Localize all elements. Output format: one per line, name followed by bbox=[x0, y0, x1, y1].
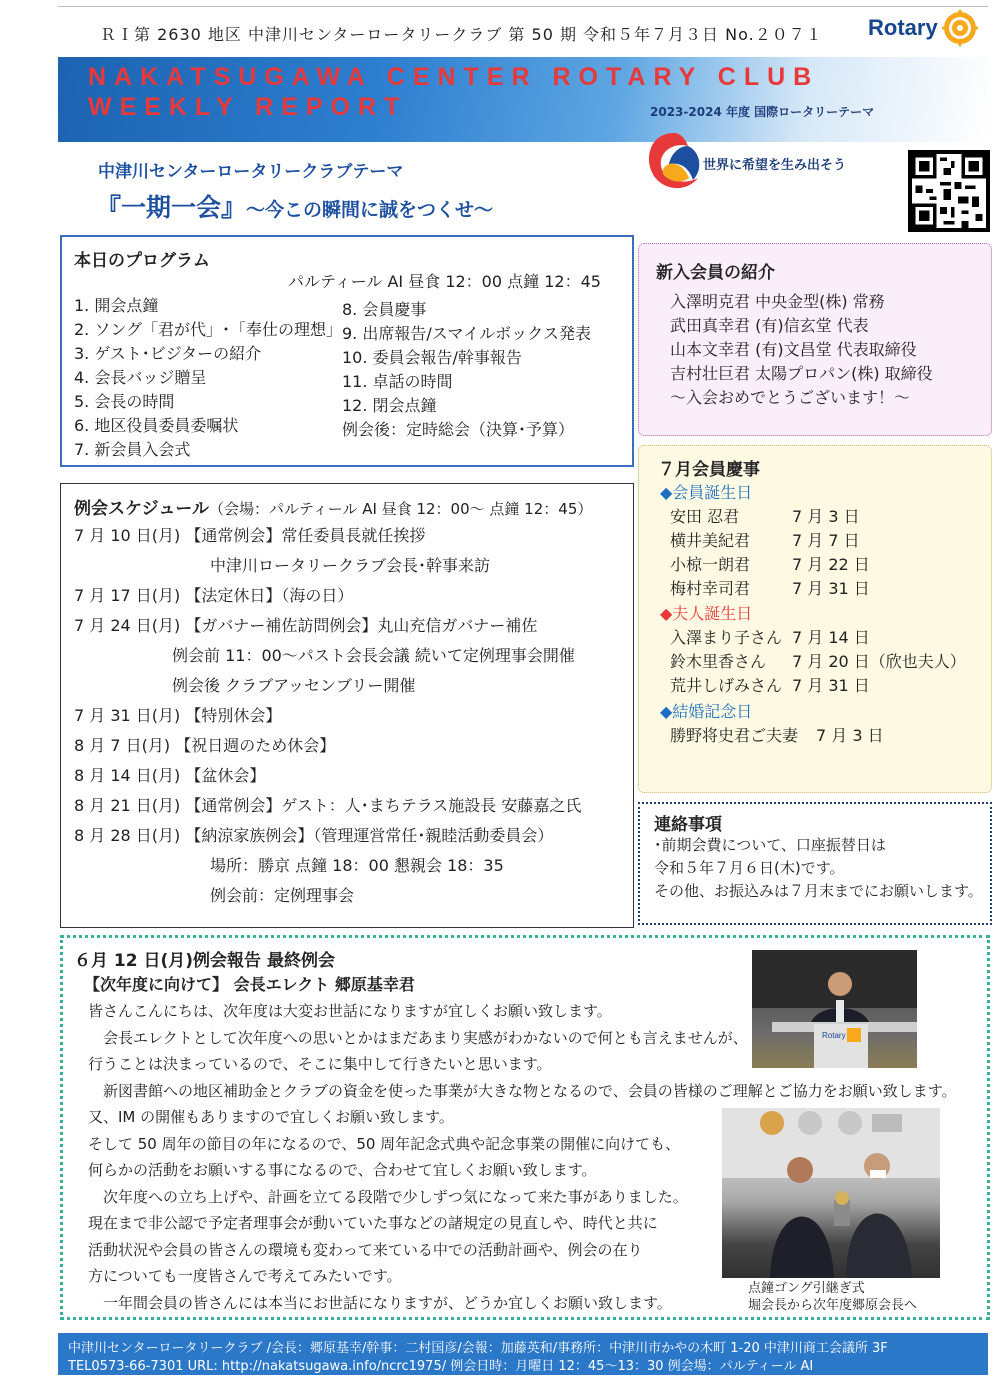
schedule-title: 例会スケジュール bbox=[74, 499, 209, 519]
spouse-birthday-label: ◆夫人誕生日 bbox=[660, 604, 753, 623]
schedule-line: 例会後 クラブアッセンブリー開催 bbox=[172, 676, 416, 695]
footer-bar bbox=[58, 1333, 988, 1375]
report-paragraph-line: 活動状況や会員の皆さんの環境も変わって来ている中での活動計画や、例会の在り bbox=[88, 1240, 643, 1259]
club-theme-label: 中津川センターロータリークラブテーマ bbox=[98, 162, 404, 182]
report-paragraph-line: 次年度への立ち上げや、計画を立てる段階で少しずつ気になって来た事がありました。 bbox=[88, 1187, 688, 1206]
program-item: 1. 開会点鐘 bbox=[74, 296, 159, 315]
report-paragraph-line: 皆さんこんにちは、次年度は大変お世話になりますが宜しくお願い致します。 bbox=[88, 1002, 612, 1020]
program-item: 5. 会長の時間 bbox=[74, 392, 175, 411]
program-item: 8. 会員慶事 bbox=[342, 300, 427, 319]
birthday-date: 7 月 31 日 bbox=[792, 579, 870, 598]
new-members-title: 新入会員の紹介 bbox=[656, 263, 775, 283]
wedding-name: 勝野将史君ご夫妻 bbox=[670, 726, 799, 745]
spouse-date: 7 月 31 日 bbox=[792, 676, 870, 695]
program-item: 9. 出席報告/スマイルボックス発表 bbox=[342, 324, 591, 343]
program-item: 6. 地区役員委員委嘱状 bbox=[74, 416, 239, 435]
report-paragraph-line: 行うことは決まっているので、そこに集中して行きたいと思います。 bbox=[88, 1055, 552, 1073]
report-paragraph-line: 会長エレクトとして次年度への思いとかはまだあまり実感がわかないので何とも言えませんが、 bbox=[88, 1028, 748, 1047]
report-paragraph-line: 方についても一度皆さんで考えてみたいです。 bbox=[88, 1267, 402, 1285]
qr-code-icon[interactable] bbox=[908, 150, 990, 232]
schedule-line: 8 月 21 日(月) 【通常例会】ゲスト：人･まちテラス施設長 安藤嘉之氏 bbox=[74, 796, 582, 815]
notice-body bbox=[654, 834, 983, 903]
wedding-label: ◆結婚記念日 bbox=[660, 702, 753, 721]
program-list-left bbox=[74, 294, 342, 462]
spouse-date: 7 月 14 日 bbox=[792, 628, 870, 647]
program-list-right bbox=[342, 298, 591, 442]
report-title: ６月 12 日(月)例会報告 最終例会 bbox=[74, 951, 335, 971]
report-paragraph-line: 何らかの活動をお願いする事になるので、合わせて宜しくお願い致します。 bbox=[88, 1161, 597, 1179]
schedule-line: 7 月 17 日(月) 【法定休日】（海の日） bbox=[74, 586, 354, 605]
birthday-date: 7 月 22 日 bbox=[792, 555, 870, 574]
handover-photo bbox=[722, 1108, 940, 1278]
banner-subtitle: WEEKLY REPORT bbox=[88, 93, 408, 121]
report-paragraph-line: 又、IM の開催もありますので宜しくお願い致します。 bbox=[88, 1108, 454, 1126]
birthday-date: 7 月 7 日 bbox=[792, 531, 860, 550]
new-member-line: 〜入会おめでとうございます！〜 bbox=[670, 388, 911, 407]
photo-caption-line1: 点鐘ゴング引継ぎ式 bbox=[748, 1281, 865, 1296]
spouse-name: 鈴木里香さん bbox=[670, 652, 767, 671]
new-member-line: 武田真幸君 (有)信玄堂 代表 bbox=[670, 316, 869, 335]
speaker-photo bbox=[752, 950, 917, 1068]
notice-line: ･前期会費について、口座振替日は bbox=[654, 836, 886, 854]
program-title: 本日のプログラム bbox=[74, 251, 210, 271]
footer-line1: 中津川センターロータリークラブ /会長：郷原基幸/幹事：二村国彦/会報：加藤英和/事務所：中津川市かやの木町 1-20 中津川商工会議所 3F bbox=[68, 1341, 888, 1356]
banner-title: NAKATSUGAWA CENTER ROTARY CLUB bbox=[88, 63, 820, 91]
july-title: ７月会員慶事 bbox=[658, 460, 760, 480]
report-paragraph-line: そして 50 周年の節目の年になるので、50 周年記念式典や記念事業の開催に向けても、 bbox=[88, 1134, 681, 1153]
club-theme-sub: 〜今この瞬間に誠をつくせ〜 bbox=[246, 199, 494, 221]
program-item: 2. ソング「君が代」･「奉仕の理想」 bbox=[74, 320, 343, 339]
schedule-line: 7 月 10 日(月) 【通常例会】常任委員長就任挨拶 bbox=[74, 526, 426, 545]
schedule-line: 中津川ロータリークラブ会長･幹事来訪 bbox=[210, 556, 491, 575]
report-paragraph-line: 現在まで非公認で予定者理事会が動いていた事などの諸規定の見直しや、時代と共に bbox=[88, 1214, 658, 1232]
schedule-line: 8 月 28 日(月) 【納涼家族例会】（管理運営常任･親睦活動委員会） bbox=[74, 826, 554, 845]
report-paragraph-line: 一年間会員の皆さんには本当にお世話になりますが、どうか宜しくお願い致します。 bbox=[88, 1293, 672, 1312]
schedule-heading bbox=[74, 494, 592, 519]
schedule-line: 7 月 31 日(月) 【特別休会】 bbox=[74, 706, 282, 725]
birthday-name: 小椋一朗君 bbox=[670, 555, 751, 574]
spouse-name: 入澤まり子さん bbox=[670, 628, 783, 647]
new-member-line: 吉村壮巨君 太陽プロパン(株) 取締役 bbox=[670, 364, 933, 383]
schedule-line: 8 月 7 日(月) 【祝日週のため休会】 bbox=[74, 736, 336, 755]
notice-line: 令和５年７月６日(木)です。 bbox=[654, 859, 845, 877]
schedule-line: 例会前 11：00〜パスト会長会議 続いて定例理事会開催 bbox=[172, 646, 575, 665]
report-subtitle: 【次年度に向けて】 会長エレクト 郷原基幸君 bbox=[84, 975, 415, 994]
program-item: 10. 委員会報告/幹事報告 bbox=[342, 348, 522, 367]
schedule-line: 場所：勝京 点鐘 18：00 懇親会 18：35 bbox=[210, 856, 504, 875]
notice-title: 連絡事項 bbox=[654, 815, 722, 835]
notice-line: その他、お振込みは７月末までにお願いします。 bbox=[654, 882, 983, 900]
new-member-line: 入澤明克君 中央金型(株) 常務 bbox=[670, 292, 885, 311]
program-venue: パルティール AI 昼食 12：00 点鐘 12：45 bbox=[288, 272, 601, 291]
podium-label: Rotary bbox=[822, 1031, 846, 1040]
program-item: 例会後：定時総会（決算･予算） bbox=[342, 420, 575, 439]
footer-line2: TEL0573-66-7301 URL: http://nakatsugawa.info/ncrc1975/ 例会日時：月曜日 12：45〜13：30 例会場：パルティール AI bbox=[68, 1359, 814, 1374]
schedule-line: 例会前：定例理事会 bbox=[210, 886, 355, 905]
birthday-label: ◆会員誕生日 bbox=[660, 483, 753, 502]
wedding-date: 7 月 3 日 bbox=[816, 726, 884, 745]
rotary-logo bbox=[868, 10, 978, 46]
spouse-name: 荒井しげみさん bbox=[670, 676, 783, 695]
schedule-line: 8 月 14 日(月) 【盆休会】 bbox=[74, 766, 266, 785]
program-item: 7. 新会員入会式 bbox=[74, 440, 191, 459]
photo-caption-line2: 堀会長から次年度郷原会長へ bbox=[748, 1298, 918, 1313]
birthday-date: 7 月 3 日 bbox=[792, 507, 860, 526]
issue-line: ＲＩ第 2630 地区 中津川センターロータリークラブ 第 50 期 令和５年７月３日 No.２０７１ bbox=[100, 25, 823, 44]
birthday-name: 梅村幸司君 bbox=[670, 579, 751, 598]
ri-theme-logo-icon bbox=[643, 128, 705, 198]
new-member-line: 山本文幸君 (有)文昌堂 代表取締役 bbox=[670, 340, 917, 359]
rotary-wheel-icon bbox=[942, 10, 978, 46]
program-item: 11. 卓話の時間 bbox=[342, 372, 453, 391]
schedule-line: 7 月 24 日(月) 【ガバナー補佐訪問例会】丸山充信ガバナー補佐 bbox=[74, 616, 538, 635]
birthday-name: 安田 忍君 bbox=[670, 507, 740, 526]
birthday-name: 横井美紀君 bbox=[670, 531, 751, 550]
program-item: 3. ゲスト･ビジターの紹介 bbox=[74, 344, 262, 363]
new-members-list bbox=[670, 290, 933, 410]
program-item: 12. 閉会点鐘 bbox=[342, 396, 437, 415]
report-paragraph-line: 新図書館への地区補助金とクラブの資金を使った事業が大きな物となるので、会員の皆様のご理解とご協力をお願い致します。 bbox=[88, 1081, 957, 1100]
schedule-venue: （会場：パルティール AI 昼食 12：00〜 点鐘 12：45） bbox=[208, 500, 593, 518]
program-item: 4. 会長バッジ贈呈 bbox=[74, 368, 207, 387]
spouse-date: 7 月 20 日（欣也夫人） bbox=[792, 652, 966, 671]
ri-theme-text: 世界に希望を生み出そう bbox=[703, 158, 847, 173]
rotary-wordmark: Rotary bbox=[868, 15, 938, 40]
club-theme bbox=[96, 188, 493, 224]
club-theme-main: 『一期一会』 bbox=[96, 193, 247, 222]
ri-theme-label: 2023-2024 年度 国際ロータリーテーマ bbox=[650, 105, 875, 119]
